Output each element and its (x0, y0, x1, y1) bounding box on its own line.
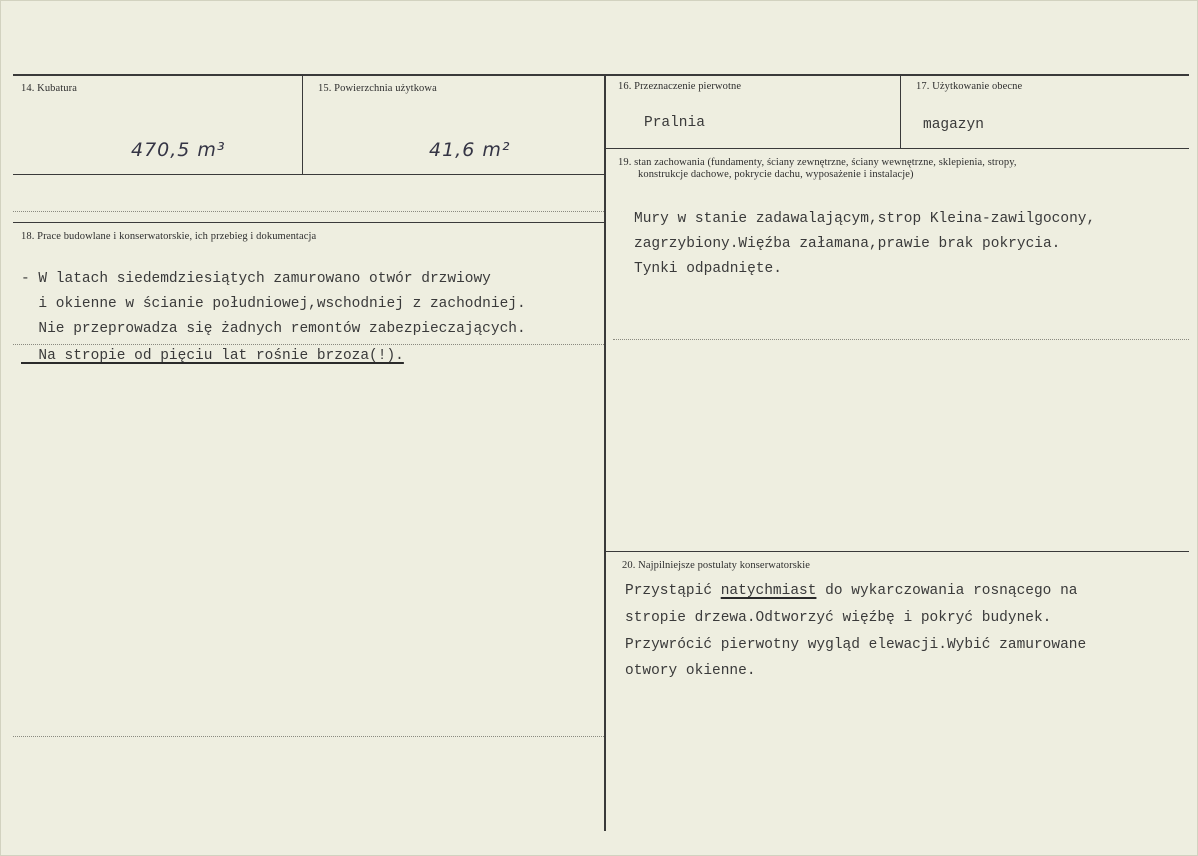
rule-below-f14-f15 (13, 174, 604, 175)
field-15-label: 15. Powierzchnia użytkowa (318, 83, 437, 94)
field-17-label: 17. Użytkowanie obecne (916, 81, 1023, 92)
field-18-label: 18. Prace budowlane i konserwatorskie, ich przebieg i dokumentacja (21, 231, 317, 242)
field-20-line-1 (625, 579, 1077, 604)
divider-main (604, 74, 606, 831)
rule-below-f16-f17 (604, 148, 1189, 149)
field-20-line-2: stropie drzewa.Odtworzyć więźbę i pokryć budynek. (625, 610, 1052, 626)
field-20-emphasis: natychmiast (720, 583, 817, 599)
field-20-label: 20. Najpilniejsze postulaty konserwatorskie (622, 560, 811, 571)
divider-f14-f15 (302, 74, 303, 174)
field-15-value: 41,6 m² (429, 139, 511, 161)
field-14-value: 470,5 m³ (131, 139, 226, 161)
field-14-label: 14. Kubatura (21, 83, 78, 94)
field-19-label-2: konstrukcje dachowe, pokrycie dachu, wyposażenie i instalacje) (638, 169, 914, 180)
divider-f16-f17 (900, 74, 901, 149)
field-19-line-2: zagrzybiony.Więźba załamana,prawie brak pokrycia. (634, 236, 1061, 252)
field-16-value: Pralnia (644, 115, 705, 131)
guide-line (13, 211, 604, 213)
field-18-line-1: - W latach siedemdziesiątych zamurowano otwór drzwiowy (21, 271, 491, 287)
field-18-line-4: Na stropie od pięciu lat rośnie brzoza(!). (21, 348, 404, 364)
top-rule (13, 74, 1189, 76)
field-20-line-4: otwory okienne. (625, 663, 756, 679)
field-20-line-1-start: Przystąpić (625, 583, 721, 599)
field-19-line-3: Tynki odpadnięte. (634, 261, 782, 277)
rule-above-f20 (604, 551, 1189, 552)
field-19-label-1: 19. stan zachowania (fundamenty, ściany zewnętrzne, ściany wewnętrzne, sklepienia, stropy, (618, 157, 1017, 168)
field-17-value: magazyn (923, 117, 984, 133)
field-18-line-2: i okienne w ścianie południowej,wschodniej z zachodniej. (21, 296, 526, 312)
field-16-label: 16. Przeznaczenie pierwotne (618, 81, 742, 92)
field-20-line-1-end: do wykarczowania rosnącego na (816, 583, 1078, 599)
field-19-line-1: Mury w stanie zadawalającym,strop Kleina-zawilgocony, (634, 211, 1096, 227)
field-18-line-3: Nie przeprowadza się żadnych remontów zabezpieczających. (21, 321, 526, 337)
field-20-line-3: Przywrócić pierwotny wygląd elewacji.Wybić zamurowane (625, 637, 1087, 653)
guide-line (613, 339, 1189, 341)
rule-above-f18 (13, 222, 604, 223)
guide-line (13, 736, 604, 738)
